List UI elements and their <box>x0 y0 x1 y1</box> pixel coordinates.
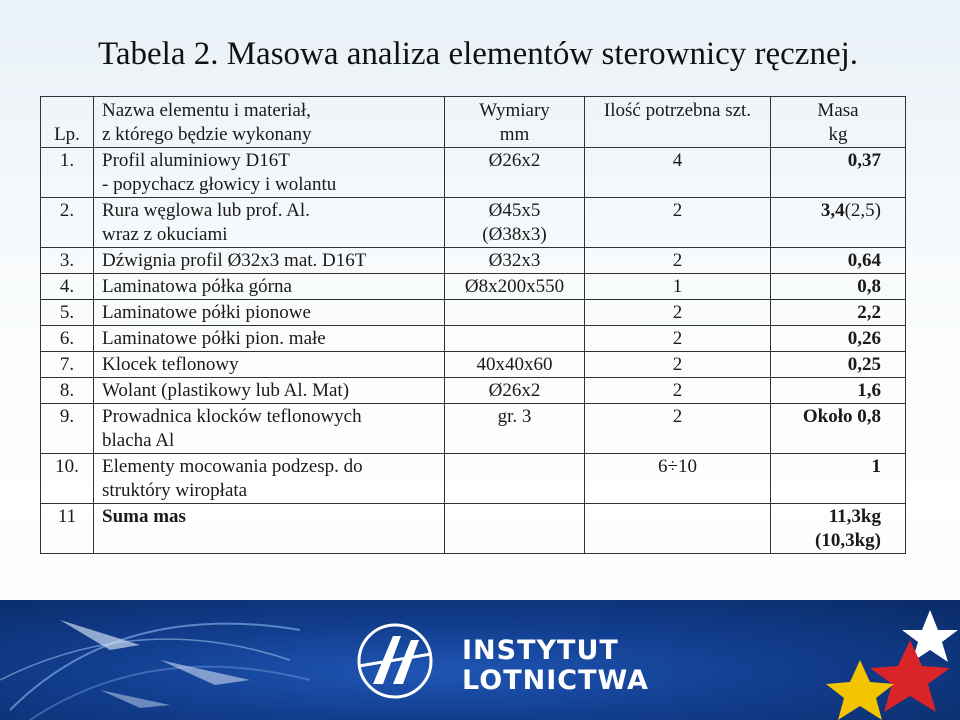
table-header-row <box>41 97 906 148</box>
institute-name <box>462 636 649 696</box>
table-row <box>41 454 906 504</box>
cell-mass <box>771 326 906 352</box>
cell-dimensions <box>445 148 585 198</box>
cell-name <box>94 404 445 454</box>
cell-lp-line: 11 <box>57 506 77 527</box>
cell-mass <box>771 274 906 300</box>
cell-mass-line: 0,25 <box>847 354 881 375</box>
cell-name <box>94 378 445 404</box>
cell-lp <box>41 352 94 378</box>
cell-mass-line: 1,6 <box>857 380 881 401</box>
table-row <box>41 504 906 554</box>
cell-quantity <box>585 404 771 454</box>
cell-quantity-line: 2 <box>672 354 683 375</box>
cell-name <box>94 148 445 198</box>
cell-lp <box>41 378 94 404</box>
cell-mass <box>771 454 906 504</box>
cell-name-line: Elementy mocowania podzesp. do <box>102 456 363 477</box>
table-row <box>41 404 906 454</box>
mass-analysis-table <box>40 96 906 554</box>
cell-mass-line: 3,4(2,5) <box>820 200 881 221</box>
header-name: Nazwa elementu i materiał, z którego będzie wykonany <box>94 97 445 148</box>
table-row <box>41 248 906 274</box>
cell-lp <box>41 148 94 198</box>
cell-mass <box>771 248 906 274</box>
cell-mass-line: 0,26 <box>847 328 881 349</box>
cell-name <box>94 198 445 248</box>
cell-mass <box>771 378 906 404</box>
cell-dimensions <box>445 274 585 300</box>
swoosh-arcs-graphic <box>0 600 320 720</box>
table-row <box>41 198 906 248</box>
cell-name <box>94 274 445 300</box>
cell-lp-line: 10. <box>55 456 79 477</box>
cell-name <box>94 248 445 274</box>
cell-name <box>94 504 445 554</box>
header-dimensions: Wymiary mm <box>445 97 585 148</box>
cell-name-line: Klocek teflonowy <box>102 354 239 375</box>
table-body <box>41 148 906 554</box>
il-logo-icon <box>345 616 445 706</box>
table-row <box>41 148 906 198</box>
cell-quantity-line: 4 <box>672 150 683 171</box>
table-row <box>41 326 906 352</box>
cell-lp-line: 2. <box>59 200 75 221</box>
cell-dimensions <box>445 198 585 248</box>
cell-lp-line: 6. <box>59 328 75 349</box>
cell-lp <box>41 504 94 554</box>
stars-graphic <box>800 600 960 720</box>
cell-dimensions <box>445 300 585 326</box>
cell-name-line: blacha Al <box>102 430 175 451</box>
cell-name-line: Laminatowe półki pion. małe <box>102 328 326 349</box>
cell-name-line: Wolant (plastikowy lub Al. Mat) <box>102 380 350 401</box>
cell-mass-alt: (2,5) <box>844 200 881 221</box>
cell-quantity <box>585 198 771 248</box>
cell-mass <box>771 300 906 326</box>
cell-lp-line: 3. <box>59 250 75 271</box>
table-row <box>41 300 906 326</box>
cell-dimensions <box>445 454 585 504</box>
header-lp: Lp. <box>41 97 94 148</box>
cell-mass <box>771 504 906 554</box>
cell-mass-line: 0,37 <box>847 150 881 171</box>
table-row <box>41 352 906 378</box>
cell-quantity-line: 2 <box>672 406 683 427</box>
cell-name-line: Rura węglowa lub prof. Al. <box>102 200 310 221</box>
cell-mass-line: Około 0,8 <box>802 406 881 427</box>
cell-name <box>94 352 445 378</box>
cell-dimensions <box>445 504 585 554</box>
cell-name-line: Laminatowe półki pionowe <box>102 302 311 323</box>
cell-name-line: Laminatowa półka górna <box>102 276 292 297</box>
cell-quantity-line: 1 <box>672 276 683 297</box>
cell-lp <box>41 198 94 248</box>
header-quantity: Ilość potrzebna szt. <box>585 97 771 148</box>
cell-mass-line: 1 <box>871 456 881 477</box>
cell-quantity <box>585 300 771 326</box>
cell-quantity <box>585 352 771 378</box>
cell-dimensions-line: Ø8x200x550 <box>464 276 565 297</box>
cell-lp <box>41 274 94 300</box>
cell-name <box>94 300 445 326</box>
cell-dimensions-line: Ø32x3 <box>488 250 541 271</box>
cell-lp-line: 4. <box>59 276 75 297</box>
cell-quantity <box>585 148 771 198</box>
cell-mass-line: (10,3kg) <box>815 530 881 551</box>
cell-quantity-line: 2 <box>672 302 683 323</box>
cell-quantity-line: 2 <box>672 328 683 349</box>
cell-dimensions-line: Ø26x2 <box>488 380 541 401</box>
cell-mass-line: 2,2 <box>857 302 881 323</box>
cell-dimensions-line: gr. 3 <box>497 406 532 427</box>
cell-name-line: wraz z okuciami <box>102 224 228 245</box>
cell-name <box>94 326 445 352</box>
header-mass: Masa kg <box>771 97 906 148</box>
cell-quantity-line: 2 <box>672 200 683 221</box>
cell-dimensions-line: Ø45x5 <box>488 200 541 221</box>
cell-quantity <box>585 326 771 352</box>
cell-lp-line: 1. <box>59 150 75 171</box>
table-row <box>41 378 906 404</box>
cell-name-line: Prowadnica klocków teflonowych <box>102 406 362 427</box>
cell-mass-line: 11,3kg <box>828 506 881 527</box>
cell-mass <box>771 148 906 198</box>
institute-banner <box>0 600 960 720</box>
cell-lp <box>41 404 94 454</box>
cell-quantity-line: 2 <box>672 380 683 401</box>
cell-quantity <box>585 274 771 300</box>
cell-lp <box>41 326 94 352</box>
cell-name <box>94 454 445 504</box>
cell-dimensions-line: 40x40x60 <box>476 354 553 375</box>
cell-dimensions <box>445 326 585 352</box>
cell-lp-line: 5. <box>59 302 75 323</box>
table-row <box>41 274 906 300</box>
cell-quantity <box>585 454 771 504</box>
cell-dimensions-line: Ø26x2 <box>488 150 541 171</box>
cell-quantity-line: 2 <box>672 250 683 271</box>
cell-mass <box>771 352 906 378</box>
cell-dimensions <box>445 378 585 404</box>
cell-quantity <box>585 248 771 274</box>
mass-analysis-table-container <box>40 96 905 554</box>
cell-quantity-line: 6÷10 <box>658 456 697 477</box>
cell-dimensions <box>445 352 585 378</box>
cell-name-line: - popychacz głowicy i wolantu <box>102 174 337 195</box>
cell-name-line: Dźwignia profil Ø32x3 mat. D16T <box>102 250 367 271</box>
cell-lp <box>41 454 94 504</box>
institute-name-line2: LOTNICTWA <box>462 665 649 696</box>
cell-lp-line: 7. <box>59 354 75 375</box>
cell-dimensions <box>445 248 585 274</box>
cell-mass <box>771 404 906 454</box>
cell-dimensions <box>445 404 585 454</box>
cell-lp <box>41 248 94 274</box>
cell-lp <box>41 300 94 326</box>
cell-name-line: struktóry wiropłata <box>102 480 248 501</box>
cell-lp-line: 9. <box>59 406 75 427</box>
cell-dimensions-line: (Ø38x3) <box>482 224 547 245</box>
cell-lp-line: 8. <box>59 380 75 401</box>
cell-name-line: Suma mas <box>102 506 186 527</box>
cell-mass <box>771 198 906 248</box>
cell-mass-line: 0,64 <box>847 250 881 271</box>
cell-name-line: Profil aluminiowy D16T <box>102 150 290 171</box>
page-title: Tabela 2. Masowa analiza elementów sterownicy ręcznej. <box>98 36 859 72</box>
institute-name-line1: INSTYTUT <box>462 635 619 666</box>
cell-quantity <box>585 504 771 554</box>
cell-mass-line: 0,8 <box>857 276 881 297</box>
cell-quantity <box>585 378 771 404</box>
